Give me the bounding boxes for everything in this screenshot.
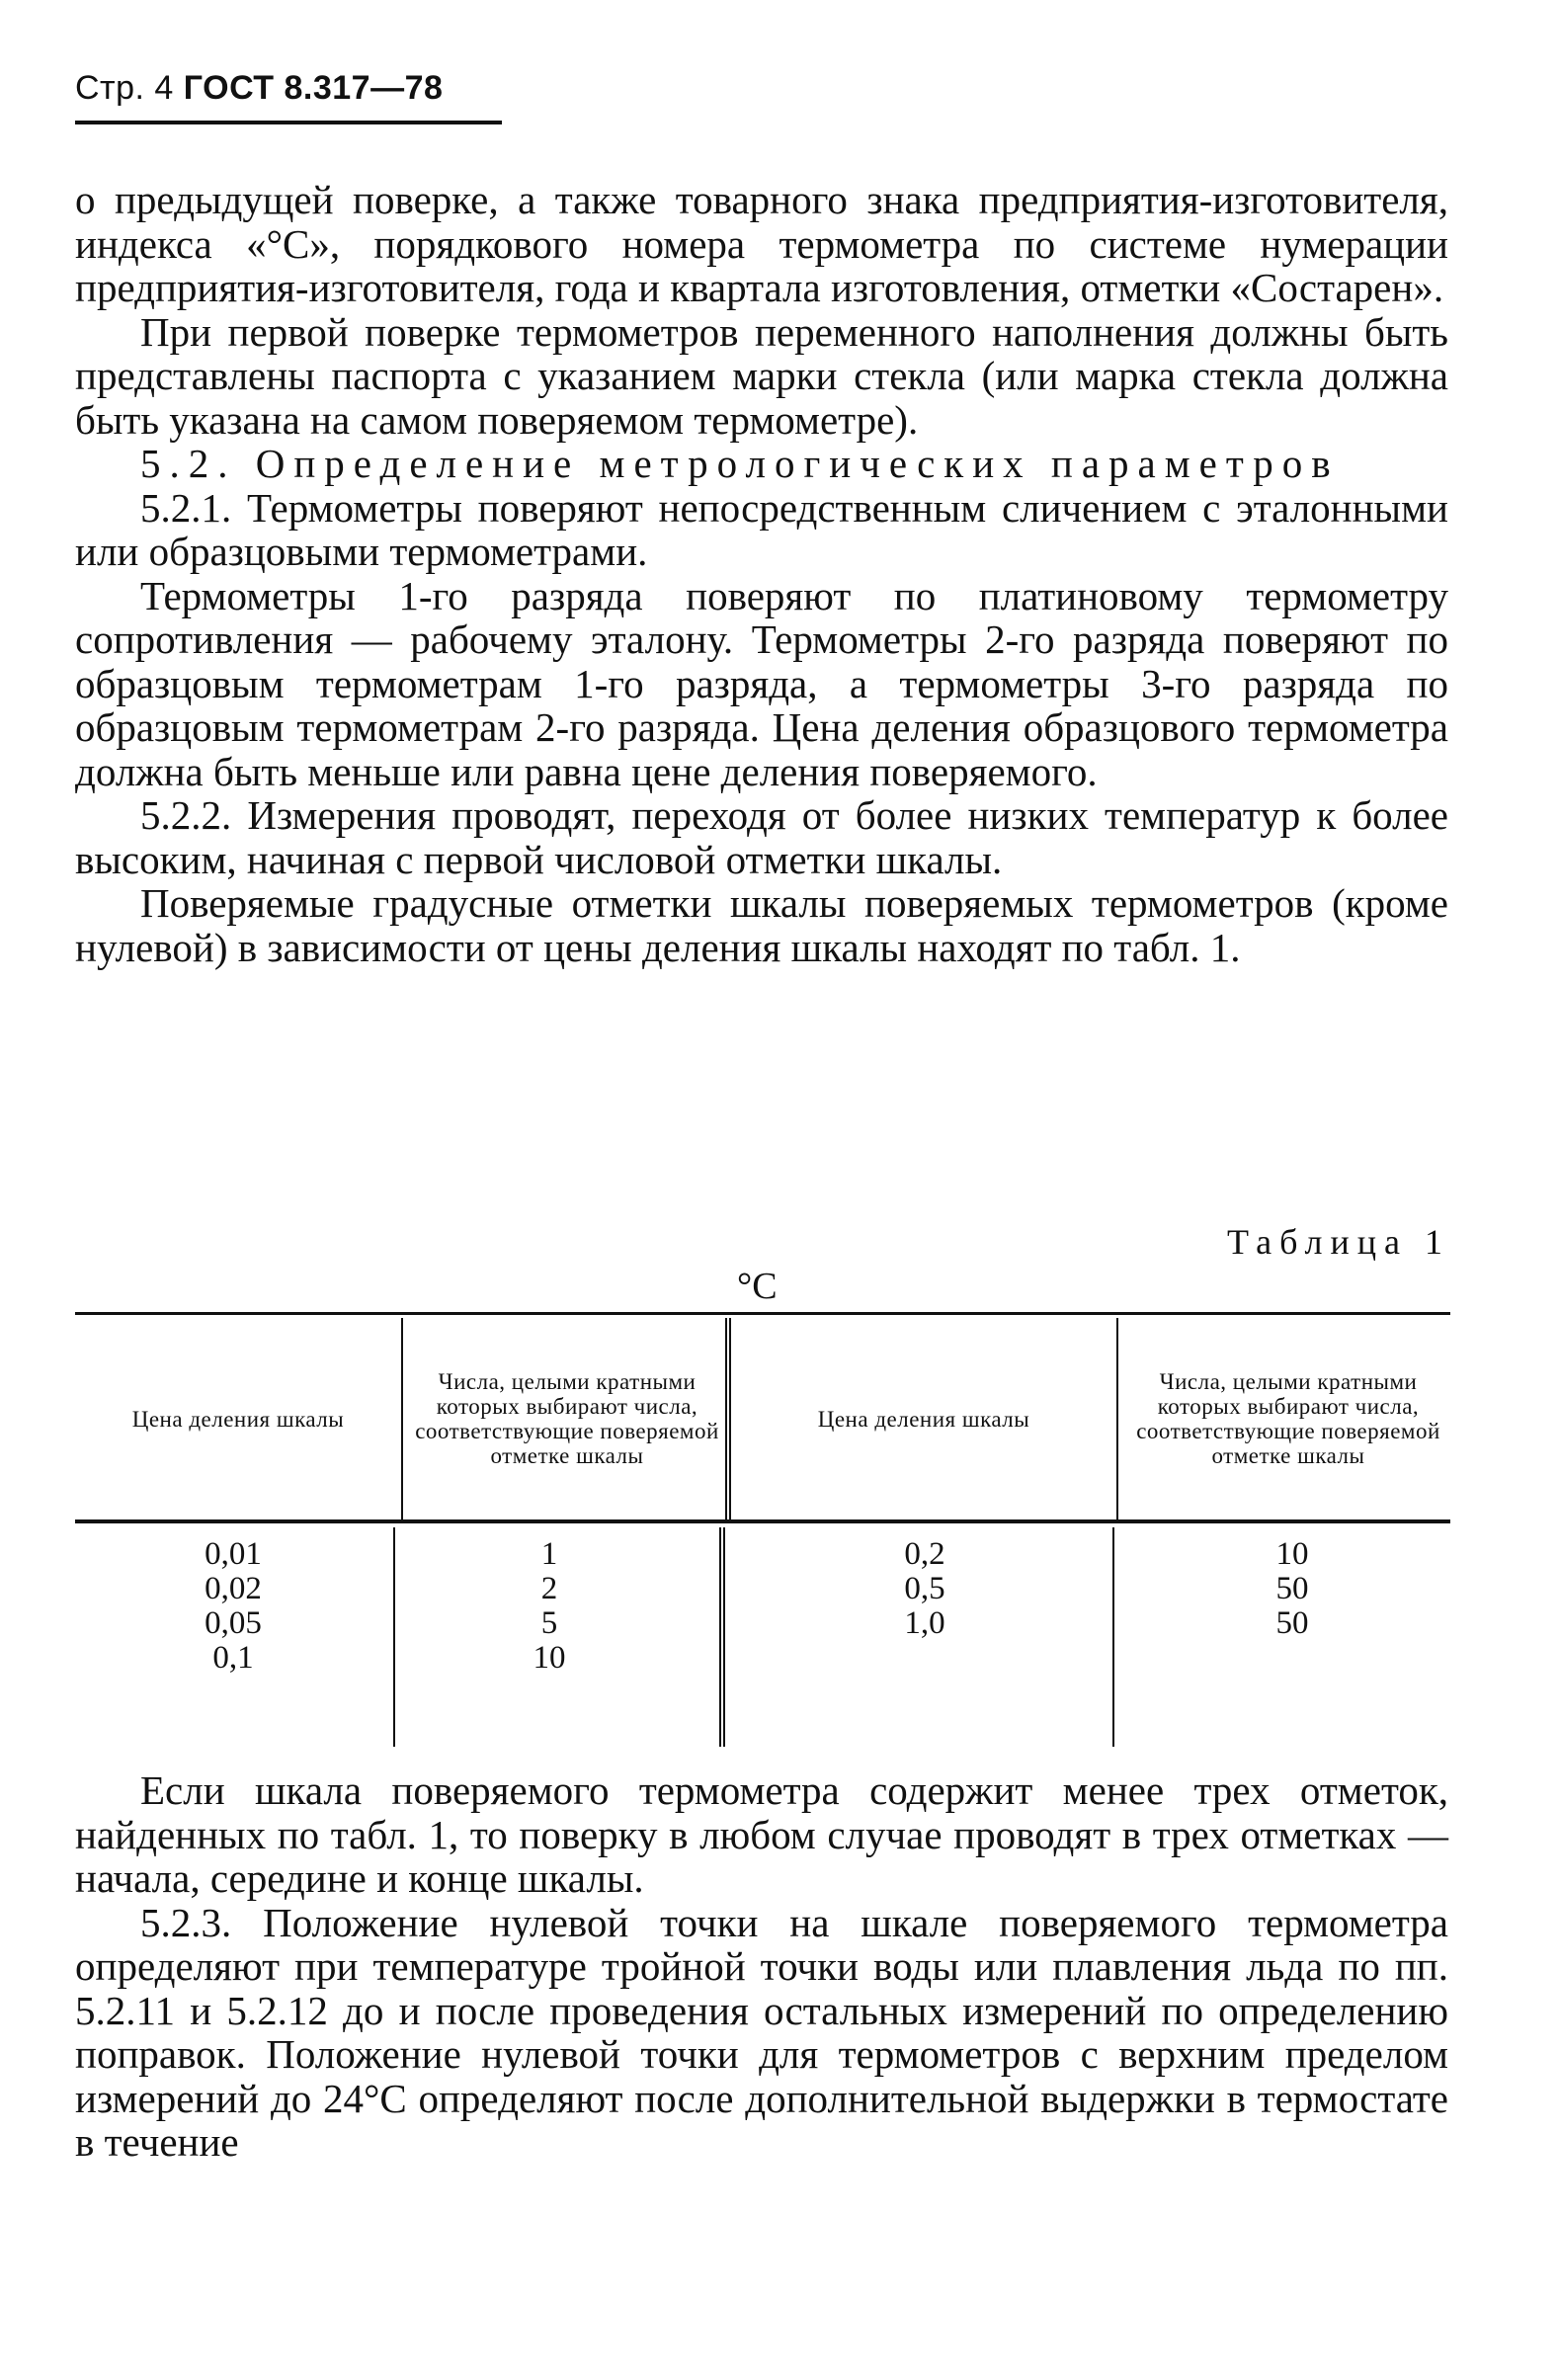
header-rule — [75, 121, 502, 124]
table-header-cell: Числа, целыми кратными которых выбирают числа, соответствующие поверяемой отметке шкалы — [415, 1369, 719, 1468]
paragraph-discharge-verification: Термометры 1-го разряда поверяют по платиновому термометру сопротивления — рабочему эталону. Термометры 2-го разряда поверяют по образцовым термометрам 1-го разряда, а термометры 3-го разряда по образцовым термометрам 2-го разряда. Цена деления образцового термометра должна быть меньше или равна цене деления поверяемого. — [75, 572, 1448, 794]
table-cell: 1,0 — [904, 1605, 945, 1641]
table-cell: 50 — [1275, 1605, 1309, 1641]
table-header-divider — [1116, 1318, 1118, 1519]
table-header-cell: Цена деления шкалы — [131, 1406, 345, 1432]
table-top-rule — [75, 1312, 1450, 1315]
table-unit: °С — [737, 1266, 778, 1307]
table-cell: 0,01 — [205, 1536, 262, 1572]
table-header-divider — [401, 1318, 403, 1519]
table-header-rule — [75, 1519, 1450, 1523]
table-column-4 — [1243, 1537, 1342, 1641]
page-header — [75, 69, 443, 108]
table-cell: 0,2 — [904, 1536, 945, 1572]
paragraph-scale-marks: Поверяемые градусные отметки шкалы поверяемых термометров (кроме нулевой) в зависимости от цены деления шкалы находят по табл. 1. — [75, 880, 1448, 970]
table-cell: 10 — [1275, 1536, 1309, 1572]
table-cell: 50 — [1275, 1571, 1309, 1606]
table-column-2 — [500, 1537, 599, 1676]
paragraph-fewer-marks: Если шкала поверяемого термометра содержит менее трех отметок, найденных по табл. 1, то поверку в любом случае проводят в трех отметках — начала, середине и конце шкалы. — [75, 1767, 1448, 1901]
table-header-cell: Цена деления шкалы — [817, 1406, 1030, 1432]
table-cell: 0,02 — [205, 1571, 262, 1606]
table-cell: 1 — [540, 1536, 558, 1572]
table-cell: 0,05 — [205, 1605, 262, 1641]
paragraph-5-2-3: 5.2.3. Положение нулевой точки на шкале поверяемого термометра определяют при температуре тройной точки воды или плавления льда по пп. 5.2.11 и 5.2.12 до и после проведения остальных измерений по определению поправок. Положение нулевой точки для термометров с верхним пределом измерений до 24°С определяют после дополнительной выдержки в термостате в течение — [75, 1899, 1448, 2165]
table-column-3 — [875, 1537, 974, 1641]
table-cell: 0,1 — [212, 1640, 254, 1676]
table-column-1 — [184, 1537, 283, 1676]
standard-number: ГОСТ 8.317—78 — [183, 69, 444, 107]
paragraph-continuation: о предыдущей поверке, а также товарного знака предприятия-изготовителя, индекса «°С», порядкового номера термометра по системе нумерации предприятия-изготовителя, года и квартала изготовления, отметки «Состарен». — [75, 177, 1448, 310]
table-cell: 5 — [540, 1605, 558, 1641]
table-body-divider — [719, 1527, 725, 1747]
table-caption: Таблица 1 — [1227, 1222, 1450, 1262]
page-label: Стр. 4 — [75, 69, 174, 107]
body-text-top — [75, 178, 1448, 969]
body-text-bottom — [75, 1768, 1448, 2165]
table-header-divider — [725, 1318, 731, 1519]
table-header-cell: Числа, целыми кратными которых выбирают числа, соответствующие поверяемой отметке шкалы — [1136, 1369, 1440, 1468]
table-body-divider — [393, 1527, 395, 1747]
table-cell: 0,5 — [904, 1571, 945, 1606]
paragraph-5-2-1: 5.2.1. Термометры поверяют непосредственным сличением с эталонными или образцовыми термометрами. — [75, 484, 1448, 574]
table-cell: 10 — [533, 1640, 566, 1676]
table-cell: 2 — [540, 1571, 558, 1606]
paragraph-5-2-2: 5.2.2. Измерения проводят, переходя от более низких температур к более высоким, начиная с первой числовой отметки шкалы. — [75, 792, 1448, 882]
section-heading-5-2: 5.2. Определение метрологических параметров — [140, 441, 1340, 486]
paragraph-first-verification: При первой поверке термометров переменного наполнения должны быть представлены паспорта с указанием марки стекла (или марка стекла должна быть указана на самом поверяемом термометре). — [75, 308, 1448, 443]
table-body-divider — [1112, 1527, 1114, 1747]
